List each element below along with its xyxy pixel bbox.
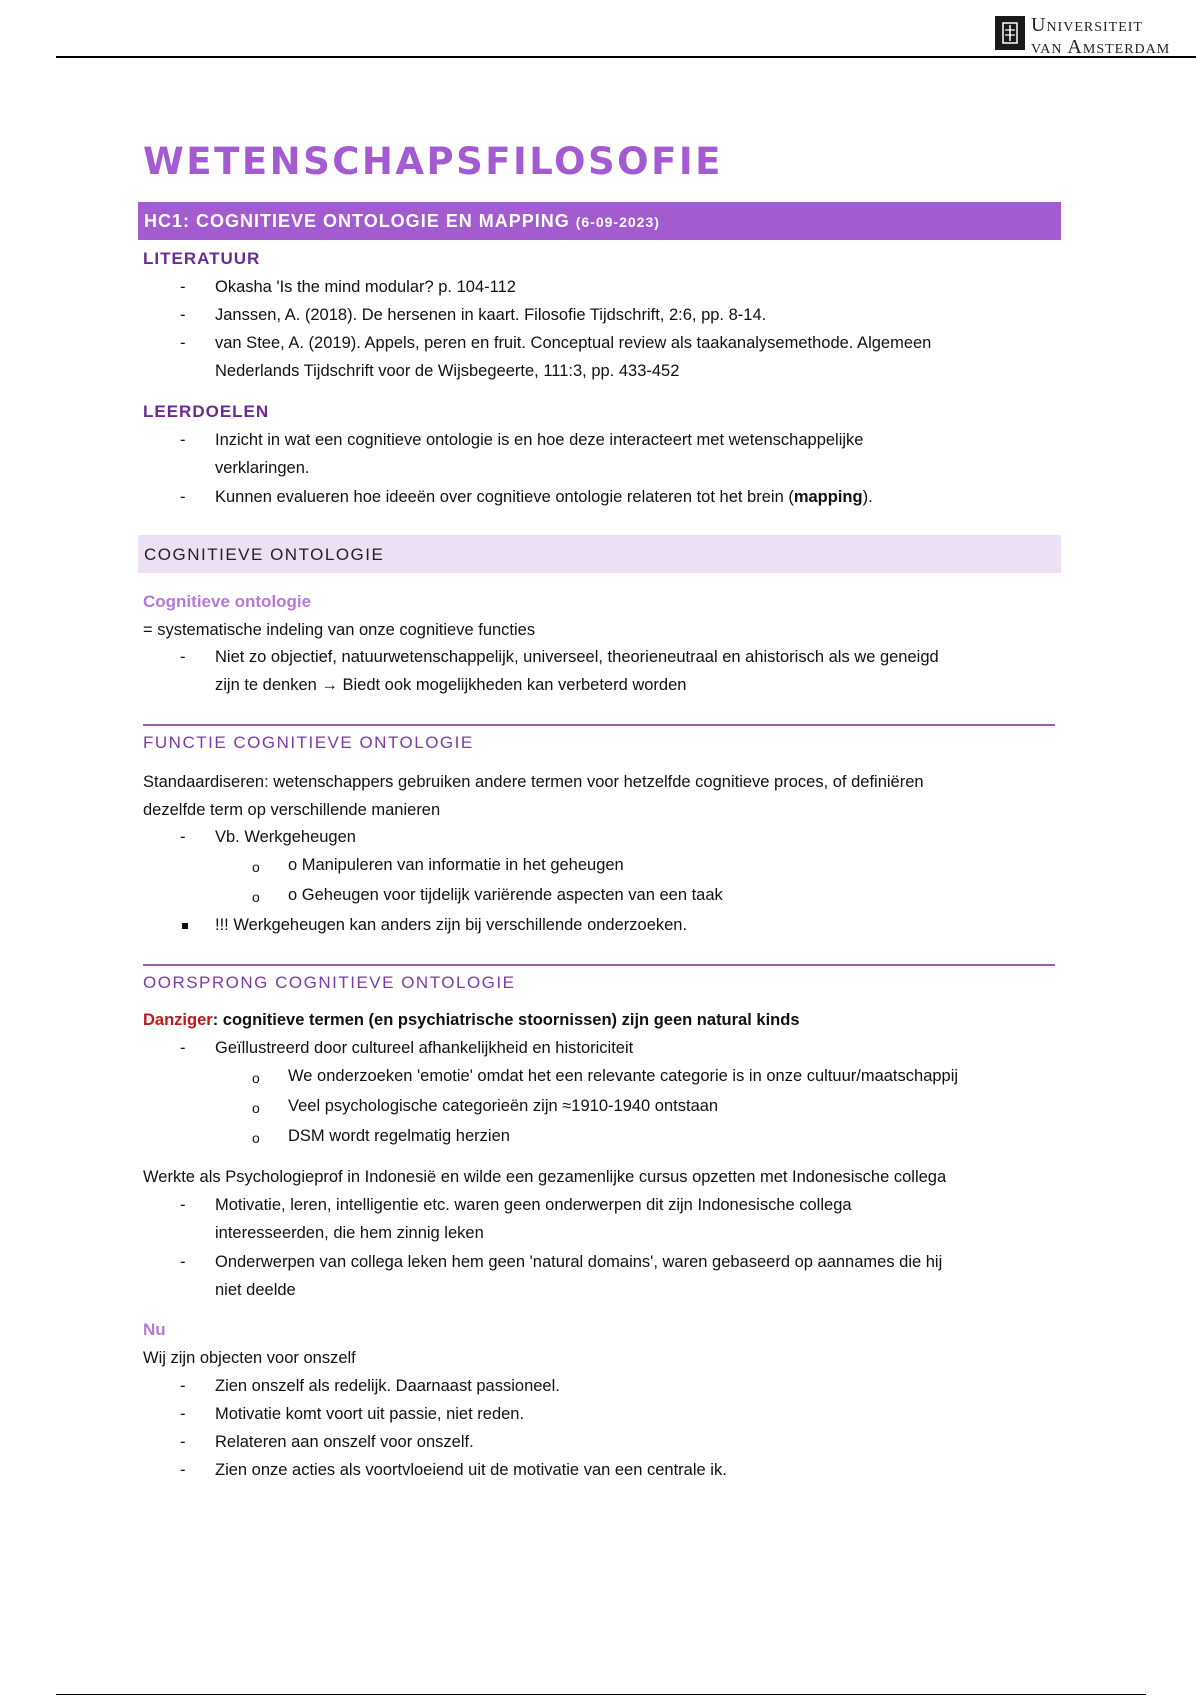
paragraph-continued: dezelfde term op verschillende manieren xyxy=(143,801,441,819)
bullet-dash: - xyxy=(180,334,186,352)
list-item: Onderwerpen van collega leken hem geen 'natural domains', waren gebaseerd op aannames die hij xyxy=(215,1253,943,1271)
list-item: Inzicht in wat een cognitieve ontologie is en hoe deze interacteert met wetenschappelijke xyxy=(215,431,864,449)
list-item-continued: Nederlands Tijdschrift voor de Wijsbegeerte, 111:3, pp. 433-452 xyxy=(215,362,680,380)
claim: : cognitieve termen (en psychiatrische stoornissen) zijn geen natural kinds xyxy=(212,1011,800,1029)
bullet-dash: - xyxy=(180,1461,186,1479)
document-title: WETENSCHAPSFILOSOFIE xyxy=(143,140,723,183)
sub-list-item: DSM wordt regelmatig herzien xyxy=(288,1127,510,1145)
subheading: Cognitieve ontologie xyxy=(143,592,312,611)
bold-term: mapping xyxy=(793,488,863,506)
paragraph: Werkte als Psychologieprof in Indonesië en wilde een gezamenlijke cursus opzetten met Indonesische collega xyxy=(143,1168,947,1186)
paragraph: Wij zijn objecten voor onszelf xyxy=(143,1349,356,1367)
bullet-dash: - xyxy=(180,828,186,846)
section-header: COGNITIEVE ONTOLOGIE xyxy=(138,535,1061,573)
list-item-continued: zijn te denken → Biedt ook mogelijkheden kan verbeterd worden xyxy=(215,676,687,694)
list-item: Vb. Werkgeheugen xyxy=(215,828,356,846)
logo-line-1: Universiteit xyxy=(1031,14,1143,36)
list-item: Niet zo objectief, natuurwetenschappelijk, universeel, theorieneutraal en ahistorisch als we geneigd xyxy=(215,648,939,666)
sub-list-item: Veel psychologische categorieën zijn ≈1910-1940 ontstaan xyxy=(288,1097,719,1115)
list-item: Zien onze acties als voortvloeiend uit de motivatie van een centrale ik. xyxy=(215,1461,727,1479)
bullet-circle: o xyxy=(252,1100,260,1116)
sub-list-item: o Geheugen voor tijdelijk variërende aspecten van een taak xyxy=(288,886,723,904)
bullet-dash: - xyxy=(180,278,186,296)
list-item: Motivatie, leren, intelligentie etc. waren geen onderwerpen dit zijn Indonesische collega xyxy=(215,1196,852,1214)
list-item-continued: niet deelde xyxy=(215,1281,296,1299)
bullet-dash: - xyxy=(180,1039,186,1057)
list-item-continued: verklaringen. xyxy=(215,459,310,477)
bullet-circle: o xyxy=(252,859,260,875)
lecture-header xyxy=(138,202,1061,240)
definition: = systematische indeling van onze cognitieve functies xyxy=(143,621,536,639)
literatuur-heading: LITERATUUR xyxy=(143,249,261,268)
lecture-date: (6-09-2023) xyxy=(575,214,660,230)
bullet-dash: - xyxy=(180,648,186,666)
list-item-continued: interesseerden, die hem zinnig leken xyxy=(215,1224,484,1242)
bullet-circle: o xyxy=(252,889,260,905)
crest-icon xyxy=(995,16,1025,50)
bullet-dash: - xyxy=(180,1253,186,1271)
text-run: ). xyxy=(862,488,873,506)
list-item: Zien onszelf als redelijk. Daarnaast passioneel. xyxy=(215,1377,560,1395)
bullet-circle: o xyxy=(252,1070,260,1086)
list-item: Motivatie komt voort uit passie, niet reden. xyxy=(215,1405,525,1423)
bullet-dash: - xyxy=(180,1433,186,1451)
paragraph: Standaardiseren: wetenschappers gebruiken andere termen voor hetzelfde cognitieve proces, of definiëren xyxy=(143,773,924,791)
university-logo xyxy=(995,14,1170,58)
logo-line-2: van Amsterdam xyxy=(1031,36,1171,58)
lecture-title: HC1: COGNITIEVE ONTOLOGIE EN MAPPING xyxy=(144,211,570,231)
bullet-circle: o xyxy=(252,1130,260,1146)
section-rule xyxy=(143,724,1055,726)
list-item: Relateren aan onszelf voor onszelf. xyxy=(215,1433,474,1451)
list-item: Janssen, A. (2018). De hersenen in kaart. Filosofie Tijdschrift, 2:6, pp. 8-14. xyxy=(215,306,767,324)
bullet-dash: - xyxy=(180,1405,186,1423)
bullet-dash: - xyxy=(180,306,186,324)
list-item: !!! Werkgeheugen kan anders zijn bij verschillende onderzoeken. xyxy=(215,916,688,934)
bullet-dash: - xyxy=(180,1377,186,1395)
section-rule xyxy=(143,964,1055,966)
bullet-dash: - xyxy=(180,488,186,506)
list-item xyxy=(215,483,1055,511)
bullet-dash: - xyxy=(180,431,186,449)
sub-list-item: o Manipuleren van informatie in het geheugen xyxy=(288,856,624,874)
author-name: Danziger xyxy=(143,1011,213,1029)
bullet-square xyxy=(182,923,188,929)
list-item: van Stee, A. (2019). Appels, peren en fruit. Conceptual review als taakanalysemethode. Algemeen xyxy=(215,334,932,352)
functie-heading: FUNCTIE COGNITIEVE ONTOLOGIE xyxy=(143,733,474,752)
footer-rule xyxy=(56,1694,1146,1695)
list-item: Geïllustreerd door cultureel afhankelijkheid en historiciteit xyxy=(215,1039,634,1057)
oorsprong-heading: OORSPRONG COGNITIEVE ONTOLOGIE xyxy=(143,973,516,992)
list-item: Okasha 'Is the mind modular? p. 104-112 xyxy=(215,278,516,296)
paragraph xyxy=(143,1010,800,1030)
text-run: Kunnen evalueren hoe ideeën over cognitieve ontologie relateren tot het brein ( xyxy=(215,488,794,506)
bullet-dash: - xyxy=(180,1196,186,1214)
sub-list-item: We onderzoeken 'emotie' omdat het een relevante categorie is in onze cultuur/maatschappij xyxy=(288,1067,959,1085)
leerdoelen-heading: LEERDOELEN xyxy=(143,402,270,421)
subheading: Nu xyxy=(143,1320,166,1339)
